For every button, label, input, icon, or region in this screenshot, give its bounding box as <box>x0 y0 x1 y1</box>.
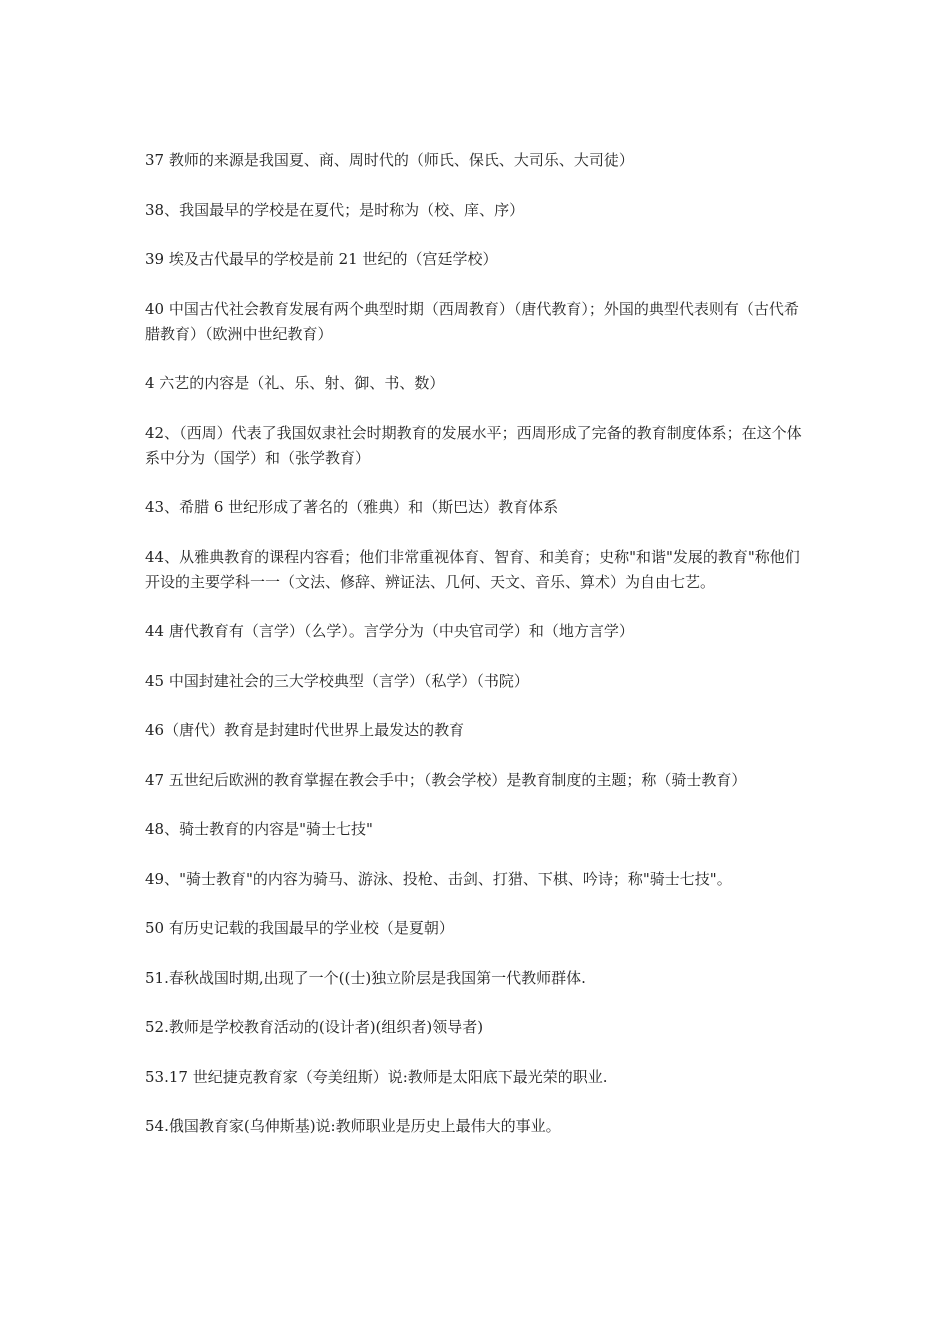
paragraph-54: 54.俄国教育家(乌伸斯基)说:教师职业是历史上最伟大的事业。 <box>145 1117 561 1135</box>
paragraph-38: 38、我国最早的学校是在夏代；是时称为（校、庠、序） <box>145 200 525 219</box>
paragraph-41: 4 六艺的内容是（礼、乐、射、御、书、数） <box>145 374 445 392</box>
paragraph-48: 48、骑士教育的内容是"骑士七技" <box>145 820 373 838</box>
paragraph-51: 51.春秋战国时期,出现了一个((士)独立阶层是我国第一代教师群体. <box>145 968 586 987</box>
paragraph-49: 49、"骑士教育"的内容为骑马、游泳、投枪、击剑、打猎、下棋、吟诗；称"骑士七技"。 <box>145 869 732 888</box>
paragraph-42: 42、（西周）代表了我国奴隶社会时期教育的发展水平；西周形成了完备的教育制度体系；在这个体系中分为（国学）和（张学教育） <box>145 423 802 467</box>
paragraph-52: 52.教师是学校教育活动的(设计者)(组织者)领导者) <box>145 1018 484 1036</box>
paragraph-50: 50 有历史记载的我国最早的学业校（是夏朝） <box>145 919 454 937</box>
paragraph-46: 46（唐代）教育是封建时代世界上最发达的教育 <box>145 721 465 739</box>
paragraph-43: 43、希腊 6 世纪形成了著名的（雅典）和（斯巴达）教育体系 <box>145 498 559 516</box>
paragraph-37: 37 教师的来源是我国夏、商、周时代的（师氏、保氏、大司乐、大司徒） <box>145 151 634 169</box>
paragraph-45: 45 中国封建社会的三大学校典型（言学）（私学）（书院） <box>145 671 529 690</box>
paragraph-53: 53.17 世纪捷克教育家（夸美纽斯）说:教师是太阳底下最光荣的职业. <box>145 1067 608 1086</box>
paragraph-44a: 44、从雅典教育的课程内容看；他们非常重视体育、智育、和美育；史称"和谐"发展的教育"称他们开设的主要学科一一（文法、修辞、辨证法、几何、天文、音乐、算术）为自由七艺。 <box>145 547 800 591</box>
paragraph-40: 40 中国古代社会教育发展有两个典型时期（西周教育）（唐代教育）；外国的典型代表则有（古代希腊教育）（欧洲中世纪教育） <box>145 299 799 343</box>
paragraph-47: 47 五世纪后欧洲的教育掌握在教会手中；（教会学校）是教育制度的主题；称（骑士教育） <box>145 770 747 789</box>
paragraph-39: 39 埃及古代最早的学校是前 21 世纪的（宫廷学校） <box>145 250 498 268</box>
document-body <box>145 148 813 1164</box>
paragraph-44b: 44 唐代教育有（言学）（么学）。言学分为（中央官司学）和（地方言学） <box>145 622 634 640</box>
